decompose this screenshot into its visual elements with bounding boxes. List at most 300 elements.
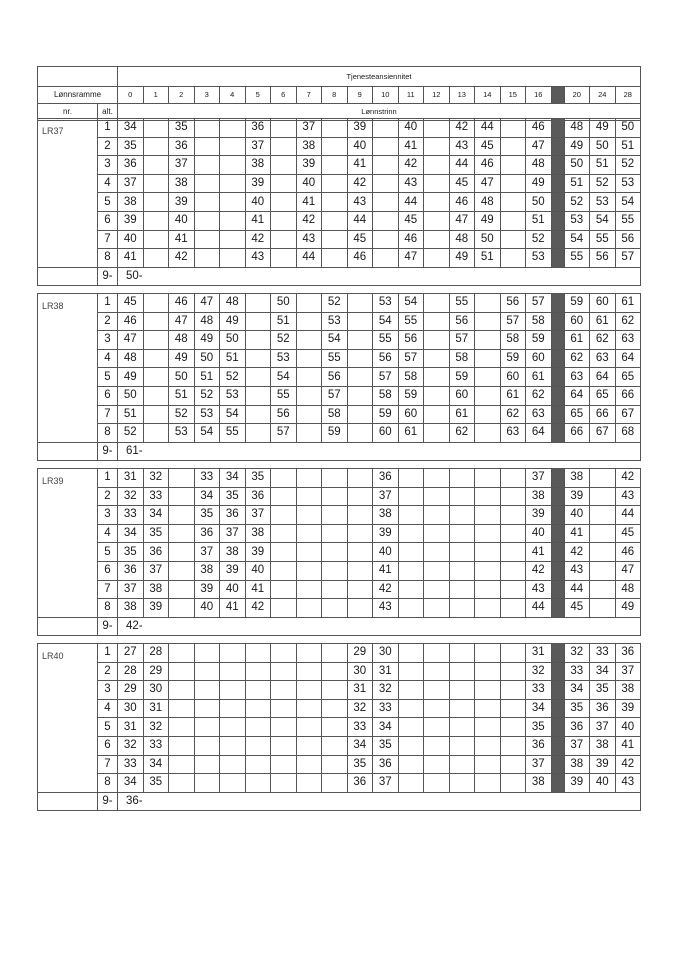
frame-table-lr37 [37,118,641,286]
step-cell [296,543,322,562]
step-cell: 39 [245,543,271,562]
step-cell: 44 [526,599,552,618]
step-cell: 38 [373,506,399,525]
step-cell: 52 [526,230,552,249]
step-cell: 37 [194,543,220,562]
step-cell [551,718,564,737]
alt-cell: 8 [98,774,118,793]
step-cell: 46 [526,119,552,138]
step-cell [220,119,246,138]
step-cell: 31 [347,681,373,700]
step-cell: 51 [194,368,220,387]
step-cell: 49 [526,174,552,193]
step-cell: 41 [373,561,399,580]
step-cell [271,736,297,755]
step-cell [194,119,220,138]
step-cell [169,599,195,618]
step-cell: 48 [118,349,144,368]
step-cell [169,699,195,718]
step-cell: 54 [220,405,246,424]
step-cell [398,681,424,700]
step-cell [271,119,297,138]
step-cell [194,718,220,737]
step-cell: 35 [347,755,373,774]
step-cell [424,755,450,774]
step-cell [143,405,169,424]
step-cell: 49 [194,331,220,350]
step-cell [322,699,348,718]
table-row [38,368,641,387]
step-cell [245,699,271,718]
step-cell [449,662,475,681]
step-cell: 34 [564,681,590,700]
step-cell [322,119,348,138]
step-cell: 39 [373,524,399,543]
step-cell [551,424,564,443]
step-cell [424,506,450,525]
step-cell [296,487,322,506]
tail-row [38,792,641,810]
step-cell [322,561,348,580]
step-cell [449,755,475,774]
step-cell: 34 [220,469,246,488]
step-cell [551,405,564,424]
step-cell: 41 [526,543,552,562]
step-cell: 50 [564,156,590,175]
frame-name: LR37 [38,119,98,268]
step-cell: 66 [564,424,590,443]
alt-cell: 4 [98,174,118,193]
step-cell [475,718,501,737]
step-cell: 47 [169,312,195,331]
step-cell: 39 [118,211,144,230]
step-cell: 66 [590,405,616,424]
step-cell [271,137,297,156]
step-cell: 52 [169,405,195,424]
step-cell [322,506,348,525]
step-cell: 57 [398,349,424,368]
step-cell: 53 [169,424,195,443]
year-col-17 [551,87,564,104]
step-cell: 57 [526,294,552,313]
step-cell: 53 [615,174,641,193]
year-col-11: 11 [398,87,424,104]
step-cell: 35 [194,506,220,525]
step-cell [245,718,271,737]
step-cell: 31 [526,644,552,663]
table-row [38,736,641,755]
header-title: Tjenesteansiennitet [118,67,641,87]
year-col-18: 20 [564,87,590,104]
step-cell [245,349,271,368]
step-cell [500,599,526,618]
year-col-0: 0 [118,87,144,104]
step-cell: 55 [615,211,641,230]
step-cell: 60 [449,386,475,405]
step-cell [449,506,475,525]
table-row [38,506,641,525]
col-label-alt: alt. [98,104,118,121]
step-cell: 32 [526,662,552,681]
step-cell [220,736,246,755]
step-cell: 36 [373,755,399,774]
step-cell: 42 [347,174,373,193]
year-col-10: 10 [373,87,399,104]
step-cell [551,755,564,774]
step-cell [347,580,373,599]
step-cell: 61 [449,405,475,424]
step-cell: 38 [118,599,144,618]
step-cell: 38 [118,193,144,212]
alt-cell: 5 [98,718,118,737]
year-col-6: 6 [271,87,297,104]
step-cell [475,312,501,331]
step-cell: 29 [118,681,144,700]
step-cell: 44 [475,119,501,138]
step-cell: 36 [220,506,246,525]
step-cell [169,718,195,737]
step-cell [449,644,475,663]
step-cell [551,469,564,488]
step-cell: 59 [526,331,552,350]
step-cell [296,469,322,488]
step-cell: 49 [564,137,590,156]
year-col-9: 9 [347,87,373,104]
step-cell [220,662,246,681]
step-cell [245,424,271,443]
step-cell [245,368,271,387]
alt-cell: 7 [98,230,118,249]
step-cell: 37 [526,755,552,774]
step-cell: 57 [615,249,641,268]
step-cell [500,755,526,774]
step-cell: 62 [564,349,590,368]
alt-cell: 1 [98,294,118,313]
step-cell: 45 [475,137,501,156]
year-col-8: 8 [322,87,348,104]
step-cell [475,469,501,488]
step-cell [424,599,450,618]
step-cell: 57 [500,312,526,331]
step-cell [424,249,450,268]
alt-cell: 7 [98,580,118,599]
step-cell: 34 [118,524,144,543]
step-cell [551,681,564,700]
step-cell: 46 [347,249,373,268]
step-cell: 38 [296,137,322,156]
step-cell [296,755,322,774]
year-col-13: 13 [449,87,475,104]
step-cell: 37 [118,174,144,193]
step-cell: 42 [398,156,424,175]
step-cell [220,644,246,663]
alt-cell: 2 [98,137,118,156]
step-cell [169,561,195,580]
step-cell [347,487,373,506]
step-cell [347,543,373,562]
step-cell [322,580,348,599]
table-row [38,249,641,268]
alt-cell: 4 [98,524,118,543]
step-cell: 45 [564,599,590,618]
step-cell [551,662,564,681]
step-cell [347,506,373,525]
step-cell [322,156,348,175]
step-cell: 36 [347,774,373,793]
step-cell [220,718,246,737]
alt-cell: 5 [98,193,118,212]
step-cell: 55 [398,312,424,331]
step-cell [143,137,169,156]
step-cell [245,755,271,774]
step-cell: 32 [347,699,373,718]
step-cell [220,137,246,156]
step-cell: 36 [245,487,271,506]
step-cell: 53 [271,349,297,368]
step-cell: 45 [615,524,641,543]
step-cell: 60 [590,294,616,313]
step-cell: 46 [118,312,144,331]
step-cell: 62 [615,312,641,331]
step-cell: 51 [169,386,195,405]
step-cell: 67 [590,424,616,443]
step-cell [271,249,297,268]
step-cell: 40 [373,543,399,562]
step-cell [500,524,526,543]
step-cell: 37 [526,469,552,488]
step-cell [271,699,297,718]
step-cell [169,644,195,663]
step-cell [449,487,475,506]
step-cell: 67 [615,405,641,424]
table-row [38,211,641,230]
step-cell: 61 [398,424,424,443]
step-cell [475,331,501,350]
step-cell [398,718,424,737]
year-col-19: 24 [590,87,616,104]
tail-value: 36- [118,792,641,810]
step-cell [347,424,373,443]
step-cell [475,506,501,525]
step-cell: 51 [271,312,297,331]
year-col-16: 16 [526,87,552,104]
step-cell: 43 [373,599,399,618]
step-cell: 37 [220,524,246,543]
step-cell: 41 [564,524,590,543]
step-cell: 50 [169,368,195,387]
step-cell: 37 [245,137,271,156]
step-cell: 52 [118,424,144,443]
step-cell: 49 [449,249,475,268]
header-table [37,66,641,121]
step-cell [220,774,246,793]
step-cell: 41 [220,599,246,618]
step-cell [500,174,526,193]
step-cell [143,312,169,331]
step-cell: 34 [373,718,399,737]
step-cell: 40 [526,524,552,543]
step-cell: 56 [590,249,616,268]
step-cell: 43 [615,774,641,793]
step-cell: 37 [373,487,399,506]
table-row [38,580,641,599]
step-cell [322,662,348,681]
step-cell: 61 [526,368,552,387]
step-cell [347,386,373,405]
step-cell [500,119,526,138]
year-col-12: 12 [424,87,450,104]
step-cell [551,644,564,663]
step-cell: 40 [296,174,322,193]
step-cell [500,506,526,525]
step-cell: 32 [118,487,144,506]
step-cell: 43 [564,561,590,580]
step-cell [424,487,450,506]
table-row [38,469,641,488]
step-cell: 36 [194,524,220,543]
step-cell: 33 [194,469,220,488]
step-cell [271,755,297,774]
step-cell: 47 [475,174,501,193]
step-cell: 57 [322,386,348,405]
step-cell: 53 [564,211,590,230]
step-cell: 51 [220,349,246,368]
step-cell [347,469,373,488]
step-cell [551,294,564,313]
step-cell: 53 [322,312,348,331]
step-cell: 38 [245,524,271,543]
step-cell: 37 [296,119,322,138]
step-cell: 41 [615,736,641,755]
step-cell: 36 [118,561,144,580]
step-cell: 48 [169,331,195,350]
step-cell: 31 [118,718,144,737]
step-cell: 39 [347,119,373,138]
step-cell [551,119,564,138]
step-cell: 55 [564,249,590,268]
step-cell [194,736,220,755]
step-cell: 35 [245,469,271,488]
step-cell: 42 [449,119,475,138]
step-cell [220,755,246,774]
step-cell [551,193,564,212]
step-cell: 55 [322,349,348,368]
step-cell: 34 [143,755,169,774]
step-cell [373,249,399,268]
step-cell: 43 [296,230,322,249]
step-cell: 48 [564,119,590,138]
frame-table-lr39 [37,468,641,636]
step-cell [475,580,501,599]
step-cell: 47 [194,294,220,313]
step-cell: 36 [564,718,590,737]
step-cell [500,211,526,230]
step-cell: 54 [322,331,348,350]
step-cell: 28 [118,662,144,681]
step-cell [347,368,373,387]
table-row [38,599,641,618]
step-cell: 55 [373,331,399,350]
step-cell: 63 [615,331,641,350]
step-cell [475,681,501,700]
step-cell: 30 [373,644,399,663]
step-cell [424,580,450,599]
table-row [38,119,641,138]
alt-cell: 4 [98,699,118,718]
step-cell [551,524,564,543]
step-cell [220,174,246,193]
tail-alt: 9- [98,617,118,635]
step-cell [449,469,475,488]
frame-table-lr38 [37,293,641,461]
year-col-2: 2 [169,87,195,104]
step-cell [296,662,322,681]
step-cell: 33 [373,699,399,718]
step-cell [296,312,322,331]
step-cell [500,469,526,488]
step-cell [500,543,526,562]
step-cell: 43 [526,580,552,599]
step-cell: 33 [590,644,616,663]
step-cell [551,174,564,193]
step-cell: 48 [220,294,246,313]
step-cell [347,331,373,350]
step-cell [500,644,526,663]
step-cell [296,580,322,599]
step-cell [347,524,373,543]
step-cell: 45 [118,294,144,313]
step-cell: 44 [398,193,424,212]
step-cell [322,230,348,249]
step-cell [322,543,348,562]
step-cell [475,405,501,424]
step-cell: 36 [245,119,271,138]
step-cell [271,174,297,193]
step-cell: 47 [615,561,641,580]
step-cell [347,312,373,331]
step-cell [551,580,564,599]
step-cell: 44 [296,249,322,268]
step-cell: 41 [398,137,424,156]
step-cell: 60 [398,405,424,424]
step-cell [551,331,564,350]
step-cell: 41 [347,156,373,175]
step-cell: 41 [245,580,271,599]
step-cell [500,230,526,249]
step-cell: 40 [118,230,144,249]
tail-blank [38,617,98,635]
step-cell: 55 [590,230,616,249]
step-cell [398,543,424,562]
step-cell: 54 [373,312,399,331]
step-cell: 34 [590,662,616,681]
tail-blank [38,442,98,460]
step-cell [449,580,475,599]
table-row [38,137,641,156]
frame-name: LR40 [38,644,98,793]
step-cell: 54 [590,211,616,230]
step-cell: 50 [118,386,144,405]
step-cell [271,487,297,506]
step-cell: 31 [373,662,399,681]
step-cell: 33 [118,506,144,525]
step-cell [449,699,475,718]
step-cell [590,487,616,506]
step-cell: 56 [373,349,399,368]
step-cell [271,524,297,543]
step-cell: 38 [564,755,590,774]
step-cell [296,424,322,443]
